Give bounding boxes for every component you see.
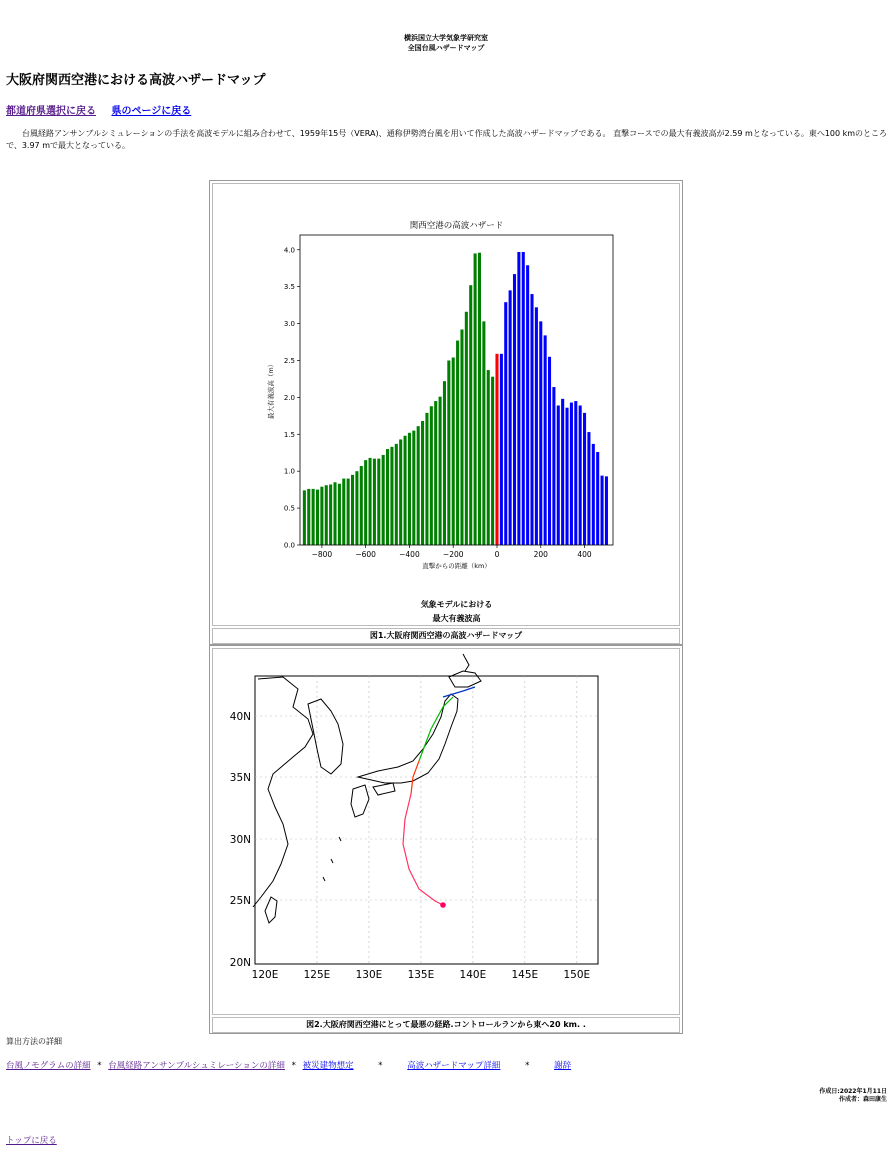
- x-tick-label: 0: [494, 550, 500, 559]
- figure1-footnote-line2: 最大有義波高: [432, 614, 481, 623]
- map-lon-label: 140E: [459, 969, 487, 981]
- typhoon-track-map: [213, 649, 681, 1014]
- y-tick-label: 1.0: [283, 467, 295, 476]
- map-lat-label: 30N: [229, 834, 251, 846]
- bar-west: [465, 312, 468, 545]
- bar-east: [552, 387, 555, 545]
- map-lat-label: 40N: [229, 711, 251, 723]
- bar-east: [535, 307, 538, 545]
- bar-east: [557, 406, 560, 546]
- bar-west: [421, 421, 424, 545]
- bar-east: [561, 399, 564, 545]
- created-date: 作成日:2022年1月11日: [819, 1088, 887, 1095]
- map-lon-label: 120E: [251, 969, 279, 981]
- bar-west: [439, 397, 442, 545]
- ensemble-simulation-link[interactable]: 台風経路アンサンブルシュミレーションの詳細: [108, 1061, 285, 1071]
- bar-west: [369, 458, 372, 545]
- bar-west: [487, 370, 490, 545]
- separator: *: [291, 1061, 296, 1071]
- y-tick-label: 2.5: [283, 356, 295, 365]
- bar-west: [474, 253, 477, 545]
- bar-west: [338, 484, 341, 545]
- map-lon-label: 150E: [563, 969, 591, 981]
- bar-west: [408, 433, 411, 545]
- site-header: [0, 33, 892, 53]
- bar-west: [430, 406, 433, 545]
- separator: *: [525, 1061, 530, 1071]
- x-tick-label: −600: [355, 550, 376, 559]
- y-tick-label: 0.5: [283, 504, 295, 513]
- bar-west: [320, 487, 323, 545]
- bar-east: [587, 432, 590, 545]
- wave-hazard-chart: [213, 184, 681, 625]
- back-prefecture-select-link[interactable]: 都道府県選択に戻る: [6, 106, 96, 117]
- bar-west: [425, 413, 428, 545]
- bar-east: [530, 294, 533, 545]
- bar-west: [355, 471, 358, 545]
- bar-east: [522, 252, 525, 545]
- bar-east: [574, 401, 577, 545]
- bar-west: [399, 439, 402, 545]
- map-lon-label: 130E: [355, 969, 383, 981]
- bar-east: [570, 403, 573, 545]
- map-grid: [230, 676, 598, 981]
- map-frame: [255, 676, 598, 964]
- figure2-table: [209, 645, 683, 1034]
- bar-west: [456, 341, 459, 545]
- method-details-label: 算出方法の詳細: [6, 1037, 62, 1046]
- bar-west: [351, 475, 354, 545]
- bar-west: [390, 447, 393, 545]
- bar-east: [539, 321, 542, 545]
- bar-west: [364, 460, 367, 545]
- credits: [819, 1088, 887, 1104]
- bar-west: [347, 479, 350, 545]
- author: 作成者：森田康生: [838, 1096, 887, 1103]
- bar-east: [544, 335, 547, 545]
- y-tick-label: 3.0: [283, 320, 295, 329]
- x-tick-label: 200: [533, 550, 548, 559]
- site-subtitle: 全国台風ハザードマップ: [407, 44, 485, 52]
- x-axis-label: 直撃からの距離（km）: [422, 562, 491, 570]
- bar-west: [417, 426, 420, 545]
- bar-west: [329, 484, 332, 545]
- bar-west: [478, 253, 481, 545]
- y-axis-label: 最大有義波高（m）: [267, 360, 275, 420]
- y-tick-label: 1.5: [283, 430, 295, 439]
- x-tick-label: −400: [399, 550, 420, 559]
- back-to-top-link[interactable]: トップに戻る: [6, 1136, 57, 1146]
- method-links: [6, 1059, 571, 1071]
- bar-west: [325, 485, 328, 545]
- figure1-cell: [212, 183, 680, 626]
- description: 台風経路アンサンブルシミュレーションの手法を高波モデルに組み合わせて、1959年15号（VERA)、通称伊勢湾台風を用いて作成した高波ハザードマップである。 直撃コースでの最大有義波高が2.59 mとなっている。東へ100 kmのところで、3.97 mで最大となっている。: [6, 129, 888, 150]
- bar-west: [395, 444, 398, 545]
- bar-west: [360, 466, 363, 545]
- y-tick-label: 3.5: [283, 283, 295, 292]
- bar-west: [434, 401, 437, 545]
- track-start-point: [440, 902, 446, 908]
- chart-title: 関西空港の高波ハザード: [409, 221, 504, 231]
- wave-hazard-details-link[interactable]: 高波ハザードマップ詳細: [407, 1061, 501, 1071]
- org-name: 横浜国立大学気象学研究室: [404, 34, 488, 42]
- bar-east: [548, 357, 551, 545]
- map-lat-label: 20N: [229, 957, 251, 969]
- bar-west: [303, 490, 306, 545]
- nomogram-link[interactable]: 台風ノモグラムの詳細: [6, 1061, 91, 1071]
- bar-east: [566, 408, 569, 545]
- page-title: 大阪府関西空港における高波ハザードマップ: [6, 73, 266, 88]
- bar-west: [333, 482, 336, 545]
- bar-west: [469, 285, 472, 545]
- bar-east: [526, 265, 529, 545]
- bar-west: [386, 449, 389, 545]
- separator: *: [378, 1061, 383, 1071]
- map-lon-label: 145E: [511, 969, 539, 981]
- bar-west: [452, 358, 455, 545]
- figure1-caption: 図1.大阪府関西空港の高波ハザードマップ: [212, 628, 680, 644]
- bar-west: [382, 455, 385, 545]
- bar-west: [342, 479, 345, 545]
- map-lat-label: 35N: [229, 772, 251, 784]
- y-tick-label: 0.0: [283, 541, 295, 550]
- bar-east: [579, 406, 582, 546]
- bar-west: [443, 381, 446, 545]
- figure2-caption: 図2.大阪府関西空港にとって最悪の経路.コントロールランから東へ20 km. .: [212, 1017, 680, 1033]
- damage-estimate-link[interactable]: 被災建物想定: [302, 1061, 354, 1071]
- bar-east: [513, 274, 516, 545]
- x-tick-label: −800: [311, 550, 333, 559]
- nav-links: [6, 102, 191, 117]
- separator: *: [97, 1061, 102, 1071]
- bar-east: [605, 476, 608, 545]
- map-lon-label: 135E: [407, 969, 435, 981]
- bar-east: [583, 413, 586, 545]
- map-lon-label: 125E: [303, 969, 331, 981]
- bar-west: [316, 490, 319, 545]
- figure2-cell: [212, 648, 680, 1015]
- figure1-table: [209, 180, 683, 645]
- bar-west: [412, 431, 415, 545]
- acknowledgements-link[interactable]: 謝辞: [554, 1061, 572, 1071]
- bar-east: [592, 444, 595, 545]
- bar-west: [491, 377, 494, 545]
- y-tick-label: 2.0: [283, 393, 295, 402]
- bar-west: [404, 436, 407, 545]
- bar-east: [509, 290, 512, 545]
- bar-west: [377, 459, 380, 545]
- figure1-footnote-line1: 気象モデルにおける: [420, 600, 493, 609]
- bar-west: [307, 489, 310, 545]
- bar-east: [517, 252, 520, 545]
- y-tick-label: 4.0: [283, 246, 295, 255]
- bar-west: [482, 321, 485, 545]
- bar-east: [601, 476, 604, 545]
- bar-west: [312, 489, 315, 545]
- map-lat-label: 25N: [229, 895, 251, 907]
- x-tick-label: 400: [577, 550, 592, 559]
- bar-direct: [495, 354, 498, 545]
- x-tick-label: −200: [442, 550, 464, 559]
- bar-west: [373, 459, 376, 545]
- bar-east: [500, 354, 503, 545]
- bar-east: [596, 452, 599, 545]
- bar-west: [460, 329, 463, 545]
- bar-west: [447, 360, 450, 545]
- back-prefecture-page-link[interactable]: 県のページに戻る: [111, 106, 192, 117]
- bar-east: [504, 302, 507, 545]
